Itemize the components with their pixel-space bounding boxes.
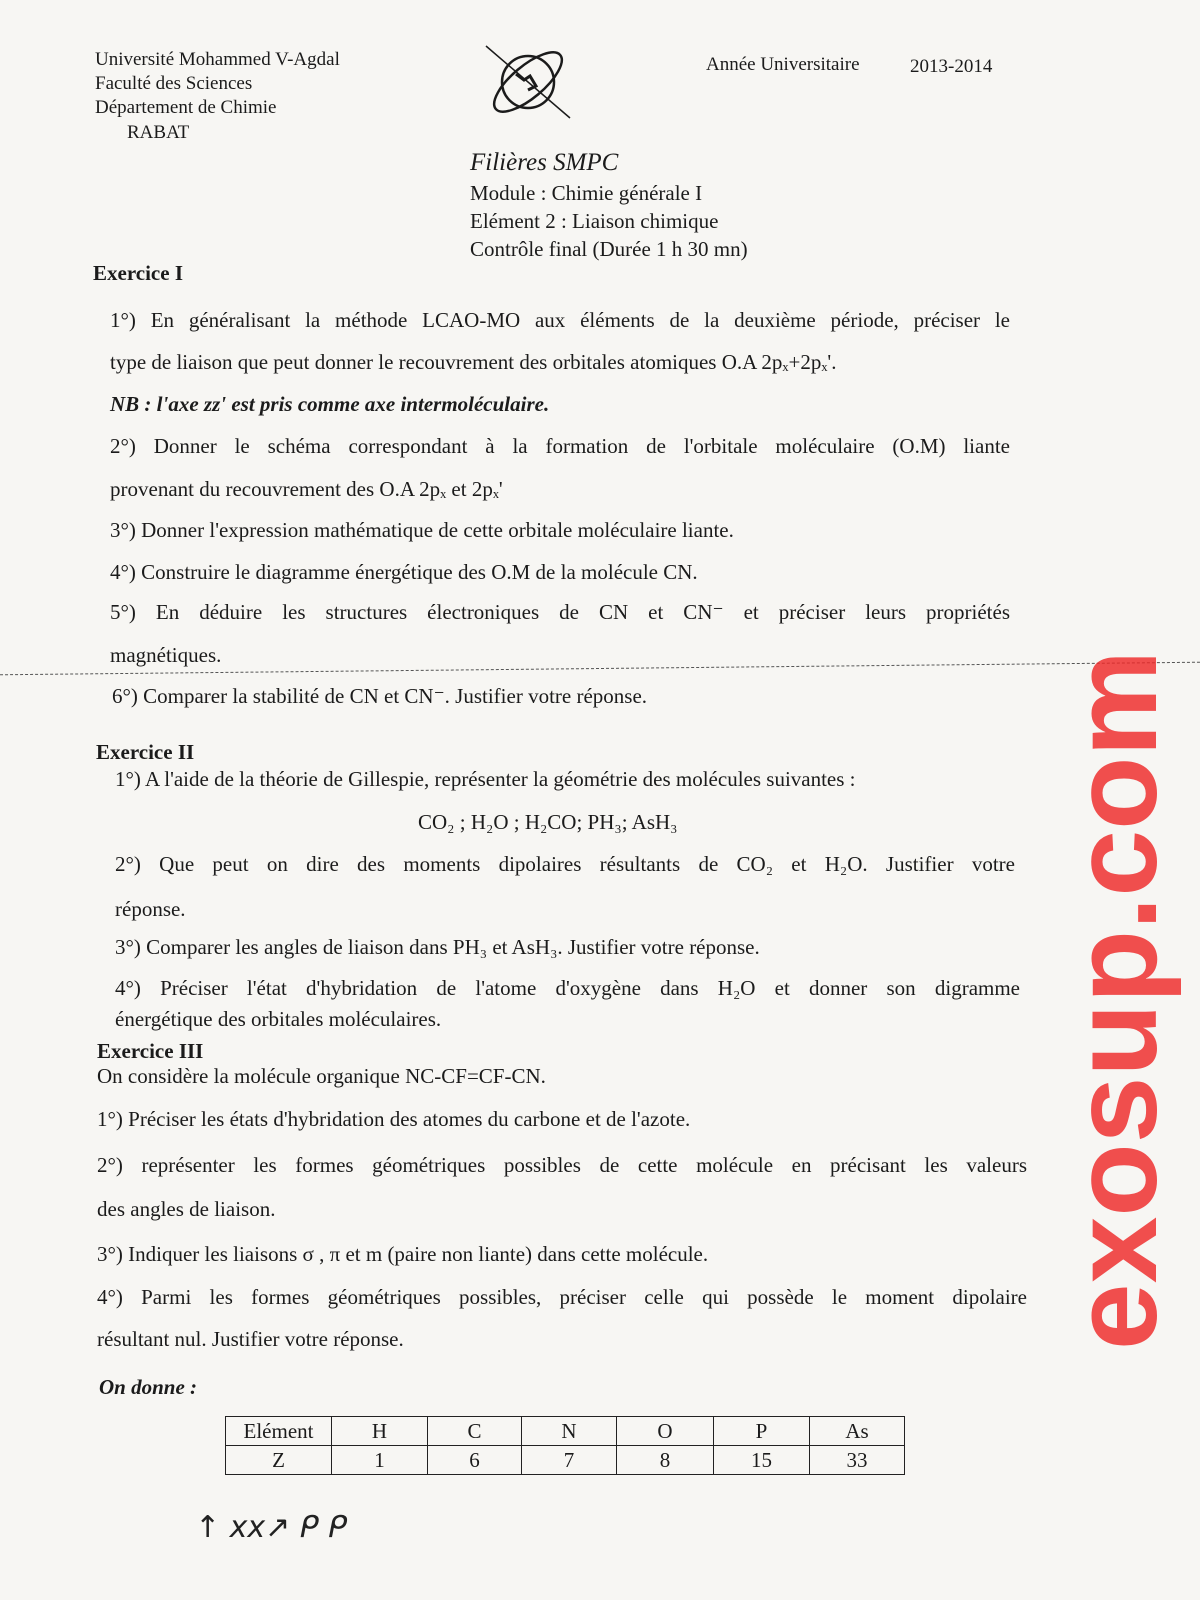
watermark: exosup.com — [1048, 649, 1182, 1351]
ex2-question-4: 4°) Préciser l'état d'hybridation de l'atome d'oxygène dans H₂O et donner son digramme — [115, 976, 1020, 1000]
ex1-question-4: 4°) Construire le diagramme énergétique des O.M de la molécule CN. — [110, 560, 698, 584]
ex3-question-3: 3°) Indiquer les liaisons σ , π et m (paire non liante) dans cette molécule. — [97, 1242, 709, 1266]
ex1-question-5: 5°) En déduire les structures électroniques de CN et CN⁻ et préciser leurs propriétés — [110, 600, 1010, 624]
handwritten-notes: ↑ xx↗ ᑭ ᑭ — [195, 1510, 348, 1545]
faculty-logo — [478, 42, 578, 122]
table-cell: O — [617, 1417, 714, 1446]
table-cell: 8 — [617, 1446, 714, 1475]
table-cell: Elément — [226, 1417, 332, 1446]
table-cell: P — [714, 1417, 810, 1446]
year-label: Année Universitaire — [706, 54, 860, 75]
table-cell: 1 — [332, 1446, 428, 1475]
university-name: Université Mohammed V-Agdal — [95, 49, 340, 70]
ex2-formulas: CO₂ ; H₂O ; H₂CO; PH₃; AsH₃ — [418, 810, 678, 834]
table-cell: C — [428, 1417, 522, 1446]
ex1-question-2: 2°) Donner le schéma correspondant à la formation de l'orbitale moléculaire (O.M) liante — [110, 434, 1010, 458]
ex2-question-1: 1°) A l'aide de la théorie de Gillespie, représenter la géométrie des molécules suivantes : — [115, 767, 856, 791]
ex3-question-1: 1°) Préciser les états d'hybridation des atomes du carbone et de l'azote. — [97, 1107, 691, 1131]
ex1-question-5-cont: magnétiques. — [110, 643, 222, 667]
ex1-question-1-cont: type de liaison que peut donner le recouvrement des orbitales atomiques O.A 2pₓ+2pₓ'. — [110, 350, 837, 374]
ex3-question-4-cont: résultant nul. Justifier votre réponse. — [97, 1327, 404, 1351]
table-cell: 15 — [714, 1446, 810, 1475]
module: Module : Chimie générale I — [470, 181, 703, 205]
ex1-question-2-cont: provenant du recouvrement des O.A 2pₓ et 2pₓ' — [110, 477, 503, 501]
exam-type: Contrôle final (Durée 1 h 30 mn) — [470, 237, 748, 261]
ex3-question-2-cont: des angles de liaison. — [97, 1197, 276, 1221]
ex1-question-6: 6°) Comparer la stabilité de CN et CN⁻. Justifier votre réponse. — [112, 684, 648, 708]
table-cell: H — [332, 1417, 428, 1446]
city-name: RABAT — [127, 122, 190, 143]
element: Elément 2 : Liaison chimique — [470, 209, 719, 233]
academic-year: 2013-2014 — [910, 56, 993, 77]
table-cell: 33 — [810, 1446, 905, 1475]
table-cell: 6 — [428, 1446, 522, 1475]
department-name: Département de Chimie — [95, 97, 277, 118]
table-row — [226, 1446, 905, 1475]
programme: Filières SMPC — [470, 149, 619, 176]
exercise-3-title: Exercice III — [97, 1039, 204, 1063]
ex2-question-2-cont: réponse. — [115, 897, 186, 921]
atomic-number-table — [225, 1416, 905, 1475]
ex3-question-4: 4°) Parmi les formes géométriques possibles, préciser celle qui possède le moment dipolaire — [97, 1285, 1027, 1309]
ex1-note: NB : l'axe zz' est pris comme axe intermoléculaire. — [110, 392, 550, 416]
given-data-title: On donne : — [99, 1375, 198, 1399]
table-cell: Z — [226, 1446, 332, 1475]
exercise-1-title: Exercice I — [93, 261, 183, 285]
ex1-question-1: 1°) En généralisant la méthode LCAO-MO aux éléments de la deuxième période, préciser le — [110, 308, 1010, 332]
ex2-question-3: 3°) Comparer les angles de liaison dans PH₃ et AsH₃. Justifier votre réponse. — [115, 935, 760, 959]
table-cell: N — [522, 1417, 617, 1446]
table-cell: As — [810, 1417, 905, 1446]
faculty-name: Faculté des Sciences — [95, 73, 253, 94]
exercise-2-title: Exercice II — [96, 740, 195, 764]
table-row — [226, 1417, 905, 1446]
table-cell: 7 — [522, 1446, 617, 1475]
ex2-question-2: 2°) Que peut on dire des moments dipolaires résultants de CO₂ et H₂O. Justifier votre — [115, 852, 1015, 876]
ex1-question-3: 3°) Donner l'expression mathématique de cette orbitale moléculaire liante. — [110, 518, 734, 542]
ex3-question-2: 2°) représenter les formes géométriques possibles de cette molécule en précisant les valeurs — [97, 1153, 1027, 1177]
ex3-intro: On considère la molécule organique NC-CF=CF-CN. — [97, 1064, 546, 1088]
ex2-question-4-cont: énergétique des orbitales moléculaires. — [115, 1007, 442, 1031]
